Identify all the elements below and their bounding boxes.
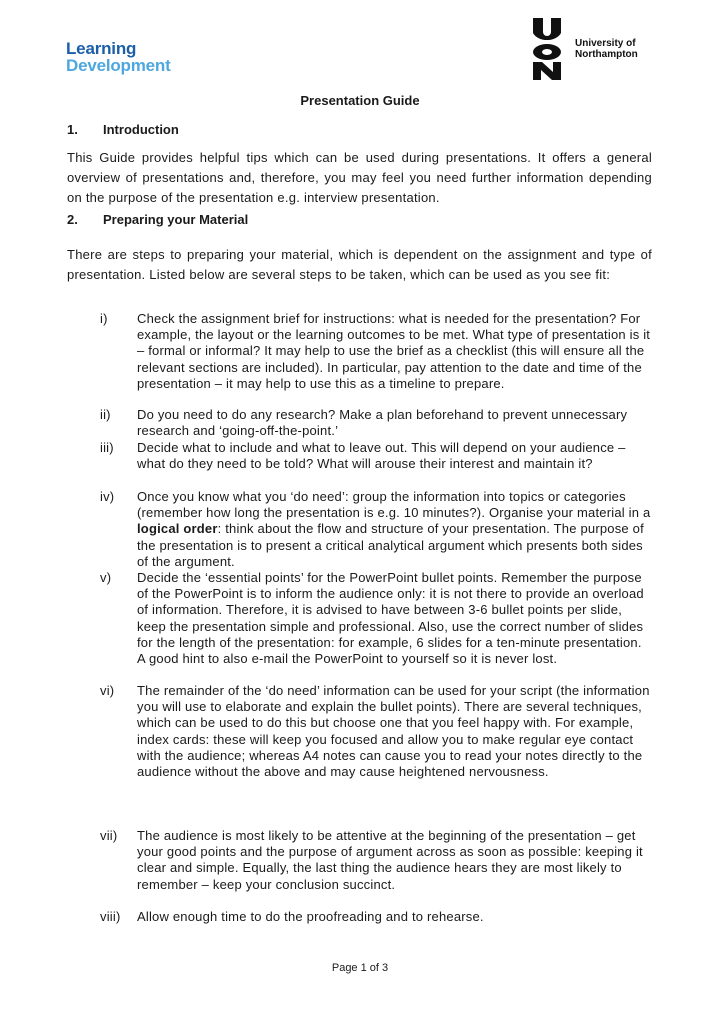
list-item: vii) The audience is most likely to be attentive at the beginning of the presentation – get your good points and the purpose of argument across as soon as possible: keeping it clear and simple. Equally, the last thing the audience hears they are most likely to remember – keep your conclusion succinct. [100, 828, 643, 892]
document-title: Presentation Guide [300, 93, 420, 108]
logo-line-learning: Learning [66, 39, 137, 58]
list-item: vi) The remainder of the ‘do need’ information can be used for your script (the information you will use to elaborate and explain the bullet points). There are several techniques, which can be used to do this but choose one that you feel happy with. For example, index cards: these will keep you focused and allow you to make regular eye contact with the audience; whereas A4 notes can cause you to read your notes directly to the audience without the above and may cause heightened nervousness. [100, 683, 650, 780]
section-heading-introduction: 1. Introduction [67, 122, 179, 137]
uon-emblem-icon [531, 18, 573, 80]
page-number: Page 1 of 3 [331, 962, 389, 974]
section-heading-preparing: 2. Preparing your Material [67, 212, 249, 227]
introduction-paragraph: This Guide provides helpful tips which can be used during presentations. It offers a general overview of presentations and, therefore, you may feel you need further information depending on the purpose of the presentation e.g. interview presentation. [67, 150, 652, 205]
list-item: iii) Decide what to include and what to leave out. This will depend on your audience – what do they need to be told? What will arouse their interest and maintain it? [100, 440, 626, 472]
uon-name: University of Northampton [575, 38, 638, 60]
list-item: ii) Do you need to do any research? Make a plan beforehand to prevent unnecessary research and ‘going-off-the-point.’ [100, 407, 628, 439]
logo-line-development: Development [66, 56, 171, 75]
preparing-paragraph: There are steps to preparing your material, which is dependent on the assignment and type of presentation. Listed below are several steps to be taken, which can be used as you see fit: [67, 247, 652, 282]
logical-order-emphasis: logical order [137, 521, 218, 537]
list-item: viii) Allow enough time to do the proofreading and to rehearse. [100, 909, 484, 924]
university-of-northampton-logo [531, 18, 691, 80]
list-item: iv) Once you know what you ‘do need’: group the information into topics or categories (remember how long the presentation is e.g. 10 minutes?). Organise your material in a logical order: think about the flow and structure of your presentation. The purpose of the presentation is to present a critical analytical argument which presents both sides of the argument. [100, 489, 651, 569]
list-item: v) Decide the ‘essential points’ for the PowerPoint bullet points. Remember the purpose of the PowerPoint is to inform the audience only: it is not there to provide an overload of information. Therefore, it is advised to have between 3-6 bullet points per slide, keep the presentation simple and professional. Also, use the correct number of slides for the length of the presentation: for example, 6 slides for a ten-minute presentation. A good hint to also e-mail the PowerPoint to yourself so it is never lost. [100, 570, 644, 667]
list-item: i) Check the assignment brief for instructions: what is needed for the presentation? For example, the layout or the learning outcomes to be met. What type of presentation is it – formal or informal? It may help to use the brief as a checklist (this will ensure all the relevant sections are included). In particular, pay attention to the date and time of the presentation – it may help to use this as a timeline to prepare. [100, 311, 651, 391]
learning-development-logo [66, 40, 171, 74]
